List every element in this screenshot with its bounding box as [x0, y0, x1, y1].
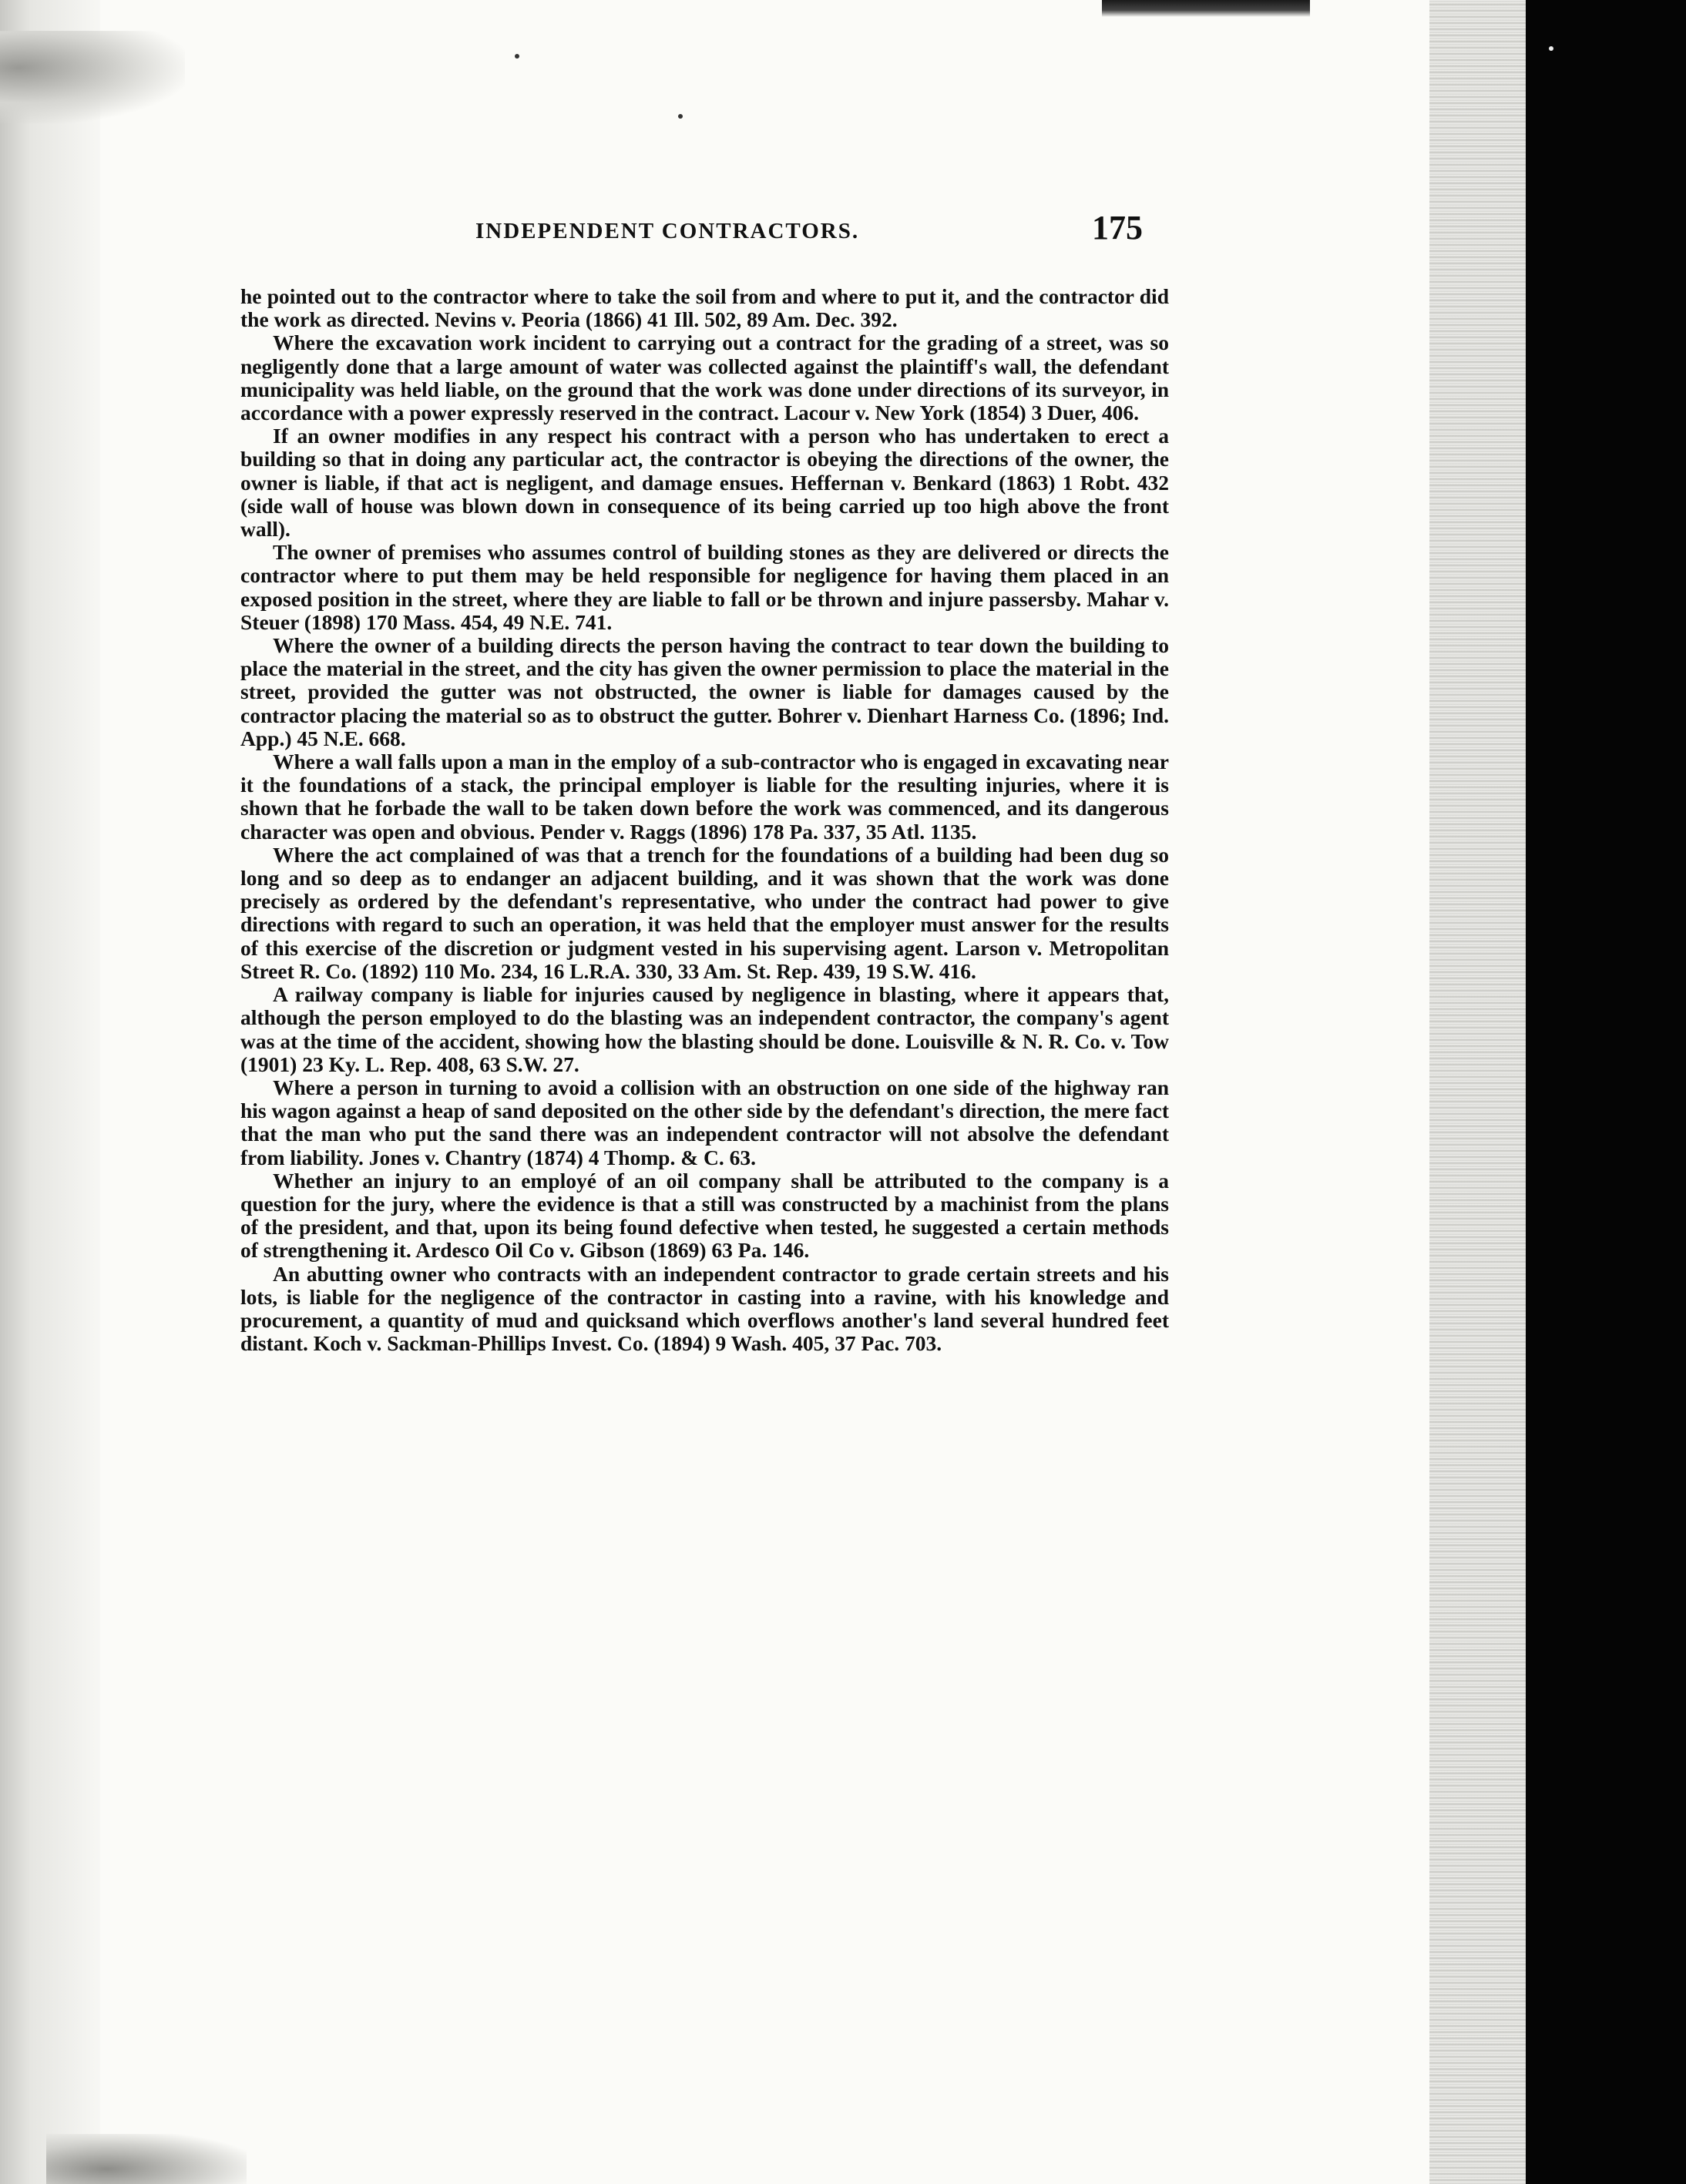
- paragraph: A railway company is liable for injuries caused by negligence in blasting, where it appears that, although the person employed to do the blasting was an independent contractor, the company's agent was at the time of the accident, showing how the blasting should be done. Louisville & N. R. Co. v. Tow (1901) 23 Ky. L. Rep. 408, 63 S.W. 27.: [240, 982, 1169, 1076]
- running-head: INDEPENDENT CONTRACTORS.: [475, 219, 860, 243]
- scan-bottom-shadow: [46, 2134, 247, 2184]
- scan-speck: [678, 114, 683, 119]
- paragraph: Whether an injury to an employé of an oil company shall be attributed to the company is a question for the jury, where the evidence is that a still was constructed by a machinist from the plans of the president, and that, upon its being found defective when tested, he suggested a certain methods of strengthening it. Ardesco Oil Co v. Gibson (1869) 63 Pa. 146.: [240, 1168, 1169, 1263]
- paragraph: The owner of premises who assumes control of building stones as they are delivered or directs the contractor where to put them may be held responsible for negligence for having them placed in an exposed position in the street, where they are liable to fall or be thrown and injure passersby. Mahar v. Steuer (1898) 170 Mass. 454, 49 N.E. 741.: [240, 540, 1169, 634]
- paragraph: If an owner modifies in any respect his contract with a person who has undertaken to erect a building so that in doing any particular act, the contractor is obeying the directions of the owner, the owner is liable, if that act is negligent, and damage ensues. Heffernan v. Benkard (1863) 1 Robt. 432 (side wall of house was blown down in consequence of its being carried up too high above the front wall).: [240, 424, 1169, 542]
- scan-right-edge: [1526, 0, 1686, 2184]
- paragraph: An abutting owner who contracts with an independent contractor to grade certain streets and his lots, is liable for the negligence of the contractor in casting into a ravine, with his knowledge and procurement, a quantity of mud and quicksand which overflows another's land several hundred feet distant. Koch v. Sackman-Phillips Invest. Co. (1894) 9 Wash. 405, 37 Pac. 703.: [240, 1261, 1169, 1356]
- paragraph: Where a person in turning to avoid a collision with an obstruction on one side of the highway ran his wagon against a heap of sand deposited on the other side by the defendant's direction, the mere fact that the man who put the sand there was an independent contractor will not absolve the defendant from liability. Jones v. Chantry (1874) 4 Thomp. & C. 63.: [240, 1075, 1169, 1169]
- page-number: 175: [1092, 209, 1143, 247]
- paragraph: he pointed out to the contractor where to take the soil from and where to put it, and the contractor did the work as directed. Nevins v. Peoria (1866) 41 Ill. 502, 89 Am. Dec. 392.: [240, 284, 1169, 332]
- scan-corner-shadow: [0, 31, 185, 123]
- paragraph: Where the owner of a building directs the person having the contract to tear down the building to place the material in the street, and the city has given the owner permission to place the material in the street, provided the gutter was not obstructed, the owner is liable for damages caused by the contractor placing the material so as to obstruct the gutter. Bohrer v. Dienhart Harness Co. (1896; Ind. App.) 45 N.E. 668.: [240, 633, 1169, 750]
- paragraph: Where a wall falls upon a man in the employ of a sub-contractor who is engaged in excavating near it the foundations of a stack, the principal employer is liable for the resulting injuries, where it is shown that he forbade the wall to be taken down before the work was commenced, and its dangerous character was open and obvious. Pender v. Raggs (1896) 178 Pa. 337, 35 Atl. 1135.: [240, 750, 1169, 844]
- paragraph: Where the excavation work incident to carrying out a contract for the grading of a street, was so negligently done that a large amount of water was collected against the plaintiff's wall, the defendant municipality was held liable, on the ground that the work was done under directions of its surveyor, in accordance with a power expressly reserved in the contract. Lacour v. New York (1854) 3 Duer, 406.: [240, 330, 1169, 425]
- scan-speck: [515, 54, 519, 59]
- paragraph: Where the act complained of was that a trench for the foundations of a building had been dug so long and so deep as to endanger an adjacent building, and it was shown that the work was done precisely as ordered by the defendant's representative, who under the contract had power to give directions with regard to such an operation, it was held that the employer must answer for the results of this exercise of the discretion or judgment vested in his supervising agent. Larson v. Metropolitan Street R. Co. (1892) 110 Mo. 234, 16 L.R.A. 330, 33 Am. St. Rep. 439, 19 S.W. 416.: [240, 842, 1169, 983]
- scan-top-notch: [1102, 0, 1310, 17]
- page-header: [475, 208, 1169, 254]
- scan-speck: [1549, 46, 1553, 51]
- scan-left-margin: [0, 0, 100, 2184]
- body-text: [240, 285, 1169, 1355]
- scan-right-gutter: [1429, 0, 1526, 2184]
